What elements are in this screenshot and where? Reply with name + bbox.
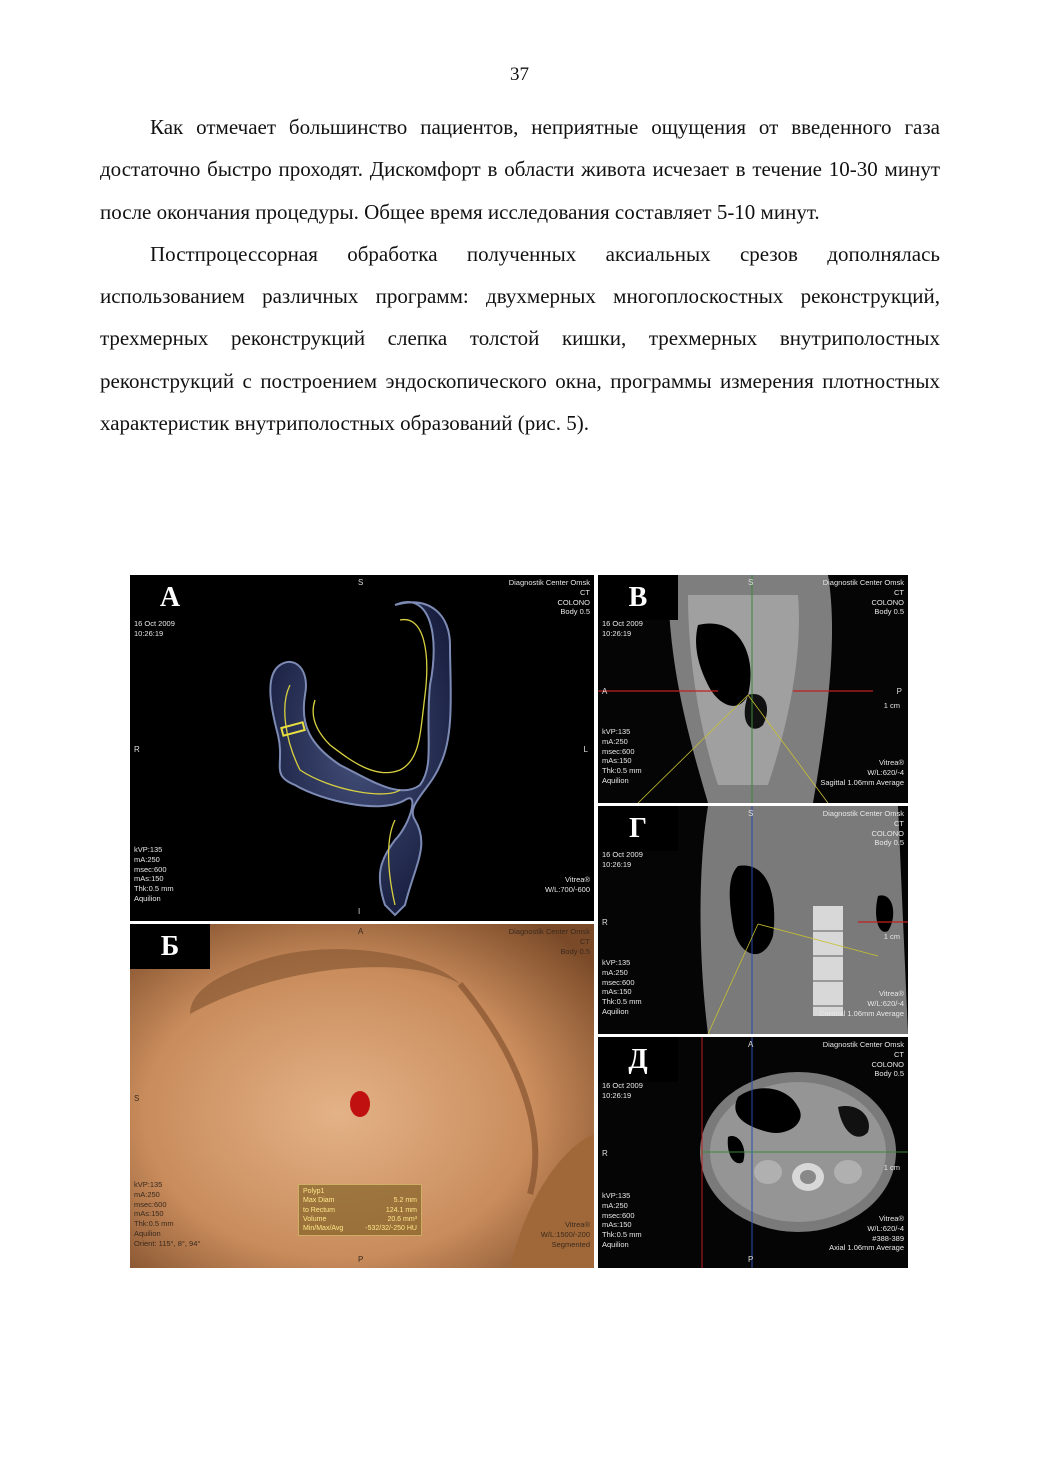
polyp-key: Max Diam: [303, 1197, 335, 1205]
colon-3d-image: [130, 575, 594, 921]
polyp-key: Volume: [303, 1215, 327, 1223]
paragraph-2: Постпроцессорная обработка полученных аксиальных срезов дополнялась использованием различных программ: двухмерных многоплоскостных реконструкций, трехмерных реконструкций слепка толстой кишки, трехмерных внутриполостных реконструкций с построением эндоскопического окна, программы измерения плотностных характеристик внутриполостных образований (рис. 5).: [100, 241, 940, 436]
panel-b-label: Б: [130, 924, 210, 969]
panel-a-label: А: [130, 575, 210, 620]
panel-d: [598, 1037, 908, 1268]
panel-v-orient-left: A: [602, 687, 608, 696]
panel-d-date: 16 Oct 2009 10:26:19: [602, 1081, 643, 1100]
panel-b-footer: Vitrea® W/L:1500/-200 Segmented: [540, 1220, 590, 1249]
polyp-key: Min/Max/Avg: [303, 1225, 344, 1233]
panel-a-orient-right: L: [583, 745, 588, 754]
panel-a-orient-top: S: [358, 578, 364, 587]
panel-b-orient-left: S: [134, 1094, 140, 1103]
panel-b: [130, 924, 594, 1268]
panel-v-header: Diagnostik Center Omsk CT COLONO Body 0.5: [822, 578, 904, 617]
panel-g-orient-left: R: [602, 918, 608, 927]
panel-g-label: Г: [598, 806, 678, 851]
panel-d-header: Diagnostik Center Omsk CT COLONO Body 0.5: [822, 1040, 904, 1079]
panel-d-footer: Vitrea® W/L:620/-4 #388-389 Axial 1.06mm Average: [829, 1214, 904, 1253]
panel-g-orient-top: S: [748, 809, 754, 818]
polyp-value: 5.2 mm: [393, 1197, 417, 1205]
panel-v-footer: Vitrea® W/L:620/-4 Sagittal 1.06mm Average: [820, 758, 904, 787]
polyp-value: -532/32/-250 HU: [365, 1225, 417, 1233]
panel-v-scale: 1 cm: [883, 701, 900, 710]
polyp-row: [303, 1206, 417, 1215]
panel-d-orient-bottom: P: [748, 1255, 754, 1264]
panel-a: [130, 575, 594, 921]
panel-v: [598, 575, 908, 803]
panel-b-orient-top: A: [358, 927, 364, 936]
body-text: [100, 106, 940, 444]
panel-g-scale: 1 cm: [883, 932, 900, 941]
polyp-measurement-box: [298, 1184, 422, 1236]
panel-a-header: Diagnostik Center Omsk CT COLONO Body 0.5: [508, 578, 590, 617]
polyp-value: 20.6 mm³: [387, 1215, 417, 1223]
panel-g-date: 16 Oct 2009 10:26:19: [602, 850, 643, 869]
panel-g-params: kVP:135 mA:250 msec:600 mAs:150 Thk:0.5 mm Aquilion: [602, 958, 642, 1016]
panel-a-orient-left: R: [134, 745, 140, 754]
panel-v-orient-top: S: [748, 578, 754, 587]
polyp-row: [303, 1215, 417, 1224]
polyp-title: Polyp1: [303, 1188, 325, 1195]
polyp-key: to Rectum: [303, 1206, 335, 1214]
polyp-row: [303, 1224, 417, 1233]
panel-d-orient-top: A: [748, 1040, 754, 1049]
panel-b-orient-bottom: P: [358, 1255, 364, 1264]
panel-a-params: kVP:135 mA:250 msec:600 mAs:150 Thk:0.5 mm Aquilion: [134, 845, 174, 903]
panel-v-orient-right: P: [896, 687, 902, 696]
figure-5: [130, 575, 908, 1268]
panel-d-scale: 1 cm: [883, 1163, 900, 1172]
panel-v-date: 16 Oct 2009 10:26:19: [602, 619, 643, 638]
panel-g: [598, 806, 908, 1034]
panel-d-params: kVP:135 mA:250 msec:600 mAs:150 Thk:0.5 mm Aquilion: [602, 1191, 642, 1249]
panel-v-params: kVP:135 mA:250 msec:600 mAs:150 Thk:0.5 mm Aquilion: [602, 727, 642, 785]
panel-g-header: Diagnostik Center Omsk CT COLONO Body 0.5: [822, 809, 904, 848]
polyp-value: 124.1 mm: [385, 1206, 417, 1214]
panel-b-params: kVP:135 mA:250 msec:600 mAs:150 Thk:0.5 mm Aquilion Orient: 115°, 8°, 94°: [134, 1180, 201, 1248]
polyp-row: [303, 1196, 417, 1205]
panel-b-header: Diagnostik Center Omsk CT Body 0.5: [508, 927, 590, 956]
panel-v-label: В: [598, 575, 678, 620]
paragraph-1: Как отмечает большинство пациентов, неприятные ощущения от введенного газа достаточно быстро проходят. Дискомфорт в области живота исчезает в течение 10-30 минут после окончания процедуры. Общее время исследования составляет 5-10 минут.: [100, 115, 940, 224]
panel-a-orient-bottom: I: [358, 907, 361, 916]
panel-d-label: Д: [598, 1037, 678, 1082]
panel-a-date: 16 Oct 2009 10:26:19: [134, 619, 175, 638]
panel-g-footer: Vitrea® W/L:620/-4 Coronal 1.06mm Average: [819, 989, 904, 1018]
panel-a-footer: Vitrea® W/L:700/-600: [544, 875, 590, 894]
page-number: 37: [510, 64, 529, 85]
panel-d-orient-left: R: [602, 1149, 608, 1158]
